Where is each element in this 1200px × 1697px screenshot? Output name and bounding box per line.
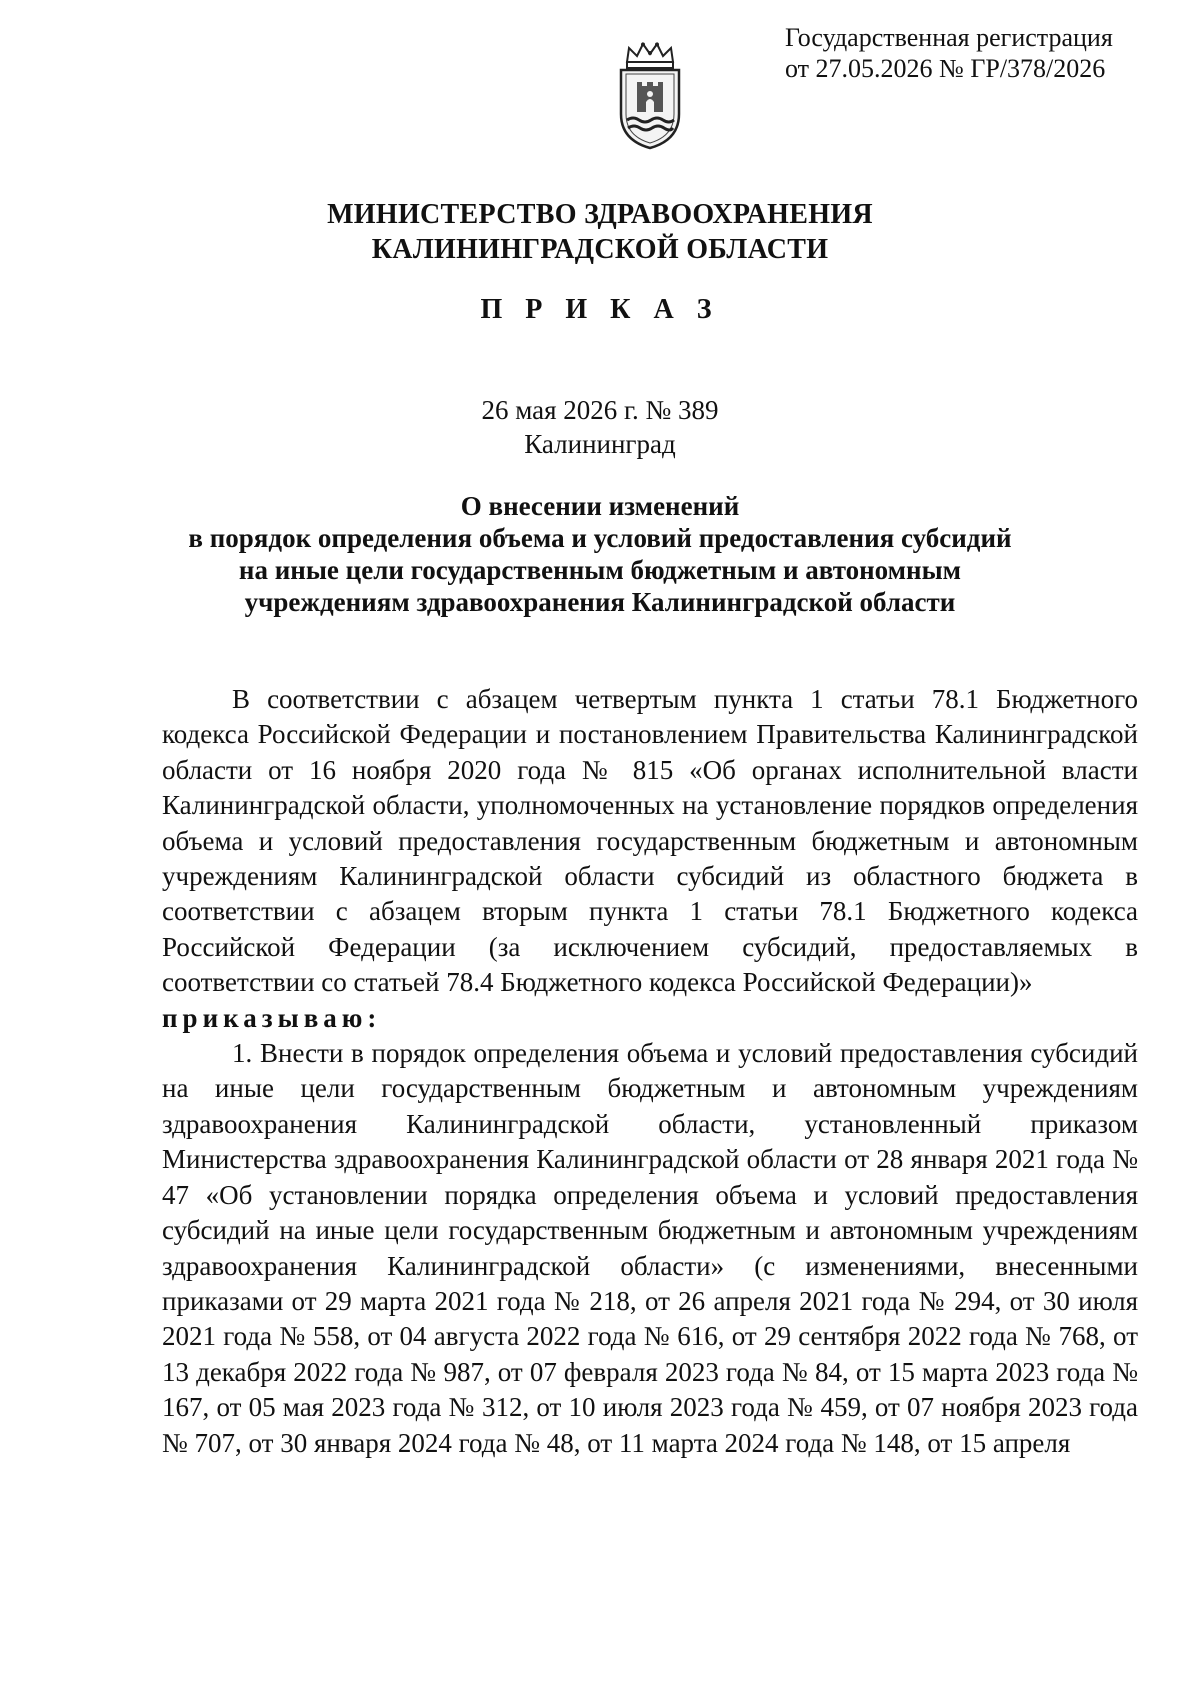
item-1-paragraph: 1. Внести в порядок определения объема и условий предоставления субсидий на иные цели государственным бюджетным и автономным учреждениям здравоохранения Калининградской области, установленный приказом Министерства здравоохранения Калининградской области от 28 января 2021 года № 47 «Об установлении порядка определения объема и условий предоставления субсидий на иные цели государственным бюджетным и автономным учреждениям здравоохранения Калининградской области» (с изменениями, внесенными приказами от 29 марта 2021 года № 218, от 26 апреля 2021 года № 294, от 30 июля 2021 года № 558, от 04 августа 2022 года № 616, от 29 сентября 2022 года № 768, от 13 декабря 2022 года № 987, от 07 февраля 2023 года № 84, от 15 марта 2023 года № 167, от 05 мая 2023 года № 312, от 10 июля 2023 года № 459, от 07 ноября 2023 года № 707, от 30 января 2024 года № 48, от 11 марта 2024 года № 148, от 15 апреля (162, 1038, 1138, 1458)
ministry-line-2: КАЛИНИНГРАДСКОЙ ОБЛАСТИ (371, 234, 829, 265)
prikazyvayu-word: приказываю: (162, 1002, 382, 1033)
ministry-line-1: МИНИСТЕРСТВО ЗДРАВООХРАНЕНИЯ (327, 199, 873, 230)
title-line-3: на иные цели государственным бюджетным и автономным (238, 555, 962, 585)
order-body (162, 682, 1138, 1461)
registration-stamp (785, 22, 1185, 84)
order-heading: П Р И К А З (480, 294, 720, 325)
preamble-paragraph: В соответствии с абзацем четвертым пункта 1 статьи 78.1 Бюджетного кодекса Российской Федерации и постановлением Правительства Калининградской области от 16 ноября 2020 года № 815 «Об органах исполнительной власти Калининградской области, уполномоченных на установление порядков определения объема и условий предоставления государственным бюджетным и автономным учреждениям Калининградской области субсидий из областного бюджета в соответствии с абзацем вторым пункта 1 статьи 78.1 Бюджетного кодекса Российской Федерации (за исключением субсидий, предоставляемых в соответствии со статьей 78.4 Бюджетного кодекса Российской Федерации)» (162, 684, 1138, 998)
registration-line-1: Государственная регистрация (785, 23, 1113, 52)
title-line-4: учреждениям здравоохранения Калининградской области (244, 587, 956, 617)
order-date-number: 26 мая 2026 г. № 389 (481, 395, 719, 425)
title-line-2: в порядок определения объема и условий предоставления субсидий (188, 523, 1012, 553)
title-line-1: О внесении изменений (460, 491, 740, 521)
ministry-name (200, 197, 1000, 267)
order-title (160, 490, 1040, 618)
order-date-block (350, 393, 850, 461)
order-city: Калининград (524, 429, 676, 459)
kaliningrad-coat-of-arms-icon (615, 42, 685, 152)
registration-line-2: от 27.05.2026 № ГР/378/2026 (785, 54, 1106, 83)
